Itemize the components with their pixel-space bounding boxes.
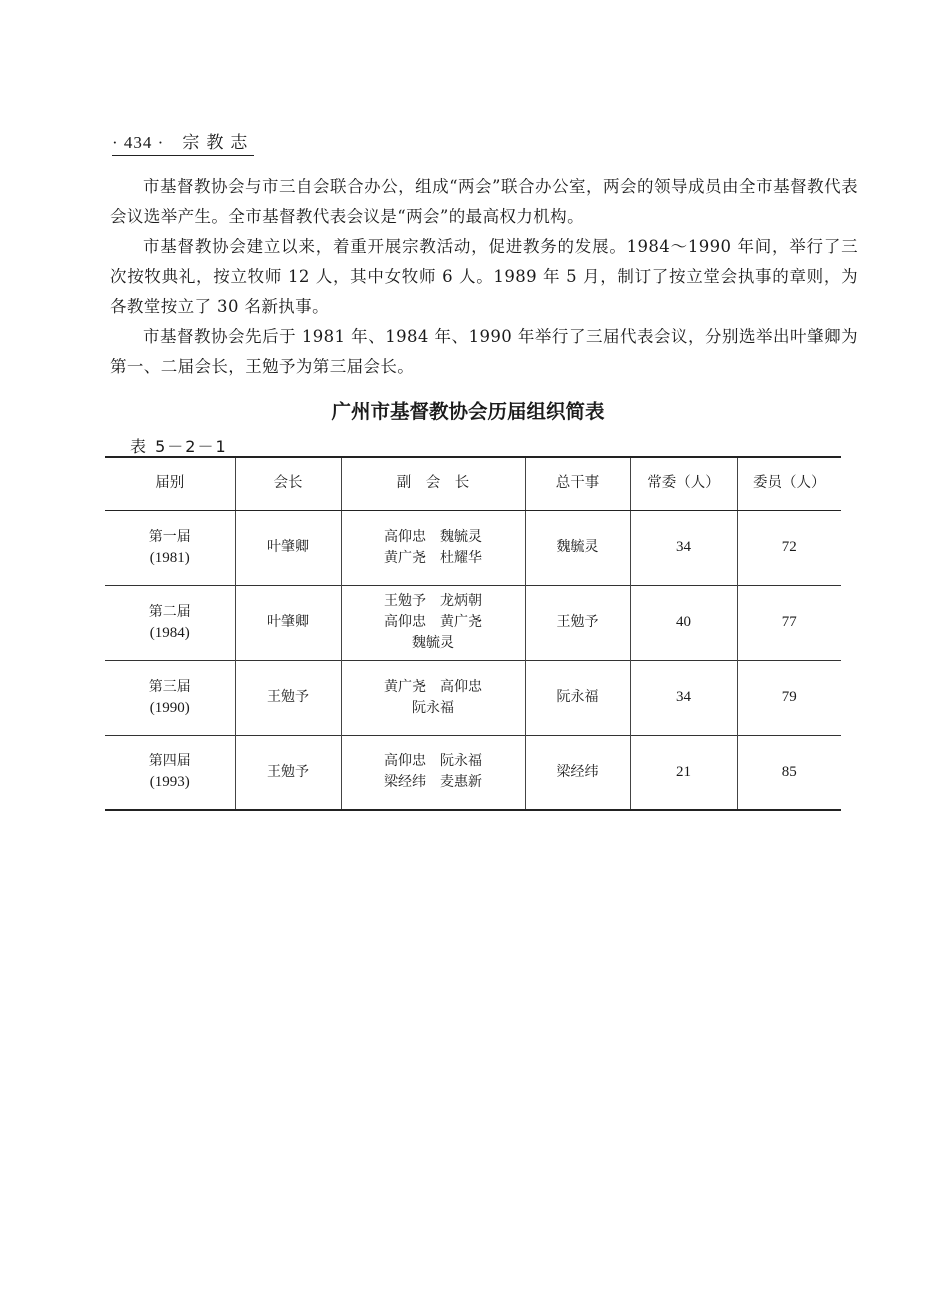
members-cell: 77 xyxy=(737,585,841,660)
term-year: (1990) xyxy=(149,699,190,716)
vice-president-line: 高仰忠 魏毓灵 xyxy=(384,528,482,545)
book-title: 宗教志 xyxy=(182,133,255,153)
standing-committee-cell: 34 xyxy=(630,510,737,585)
header-vice-presidents: 副 会 长 xyxy=(341,457,525,510)
secretary-cell: 梁经纬 xyxy=(525,735,630,810)
term-name: 第二届 xyxy=(148,603,191,620)
secretary-cell: 阮永福 xyxy=(525,660,630,735)
page-number: · 434 · xyxy=(112,133,165,152)
term-cell xyxy=(105,510,235,585)
term-cell xyxy=(105,585,235,660)
term-name: 第四届 xyxy=(148,753,191,770)
paragraph: 市基督教协会与市三自会联合办公，组成“两会”联合办公室，两会的领导成员由全市基督教代表会议选举产生。全市基督教代表会议是“两会”的最高权力机构。 xyxy=(110,177,858,226)
table-row xyxy=(105,735,841,810)
vice-president-line: 魏毓灵 xyxy=(412,635,454,651)
vice-president-line: 王勉予 龙炳朝 xyxy=(384,593,482,609)
table-row xyxy=(105,585,841,660)
term-cell xyxy=(105,660,235,735)
members-cell: 72 xyxy=(737,510,841,585)
paragraph: 市基督教协会建立以来，着重开展宗教活动，促进教务的发展。1984～1990 年间，举行了三次按牧典礼，按立牧师 12 人，其中女牧师 6 人。1989 年 5 月，制订了按立堂会执事的章则，为各教堂按立了 30 名新执事。 xyxy=(110,237,858,316)
term-year: (1993) xyxy=(149,774,190,791)
header-president: 会长 xyxy=(235,457,341,510)
paragraph: 市基督教协会先后于 1981 年、1984 年、1990 年举行了三届代表会议，分别选举出叶肇卿为第一、二届会长，王勉予为第三届会长。 xyxy=(110,327,858,376)
standing-committee-cell: 21 xyxy=(630,735,737,810)
header-members: 委员（人） xyxy=(737,457,841,510)
secretary-cell: 魏毓灵 xyxy=(525,510,630,585)
table-header-row xyxy=(105,457,841,510)
body-text xyxy=(110,172,858,382)
header-secretary-general: 总干事 xyxy=(525,457,630,510)
term-name: 第一届 xyxy=(148,528,191,545)
table-row xyxy=(105,510,841,585)
members-cell: 79 xyxy=(737,660,841,735)
table-row xyxy=(105,660,841,735)
vice-president-line: 高仰忠 阮永福 xyxy=(384,753,482,770)
president-cell: 叶肇卿 xyxy=(235,585,341,660)
table-title: 广州市基督教协会历届组织简表 xyxy=(331,400,605,423)
standing-committee-cell: 40 xyxy=(630,585,737,660)
term-year: (1981) xyxy=(149,549,190,566)
vice-president-line: 高仰忠 黄广尧 xyxy=(384,614,482,630)
term-cell xyxy=(105,735,235,810)
vice-presidents-cell xyxy=(341,510,525,585)
organization-table xyxy=(105,456,841,811)
standing-committee-cell: 34 xyxy=(630,660,737,735)
header-term: 届别 xyxy=(105,457,235,510)
vice-president-line: 梁经纬 麦惠新 xyxy=(384,774,482,791)
vice-president-line: 黄广尧 杜耀华 xyxy=(384,549,482,566)
table-label: 表 5－2－1 xyxy=(130,437,228,456)
vice-presidents-cell xyxy=(341,585,525,660)
secretary-cell: 王勉予 xyxy=(525,585,630,660)
vice-president-line: 黄广尧 高仰忠 xyxy=(384,678,482,695)
header-standing-committee: 常委（人） xyxy=(630,457,737,510)
members-cell: 85 xyxy=(737,735,841,810)
president-cell: 王勉予 xyxy=(235,735,341,810)
president-cell: 叶肇卿 xyxy=(235,510,341,585)
page-header xyxy=(112,128,254,156)
vice-president-line: 阮永福 xyxy=(412,699,454,716)
term-year: (1984) xyxy=(149,624,190,641)
term-name: 第三届 xyxy=(148,678,191,695)
vice-presidents-cell xyxy=(341,660,525,735)
vice-presidents-cell xyxy=(341,735,525,810)
president-cell: 王勉予 xyxy=(235,660,341,735)
